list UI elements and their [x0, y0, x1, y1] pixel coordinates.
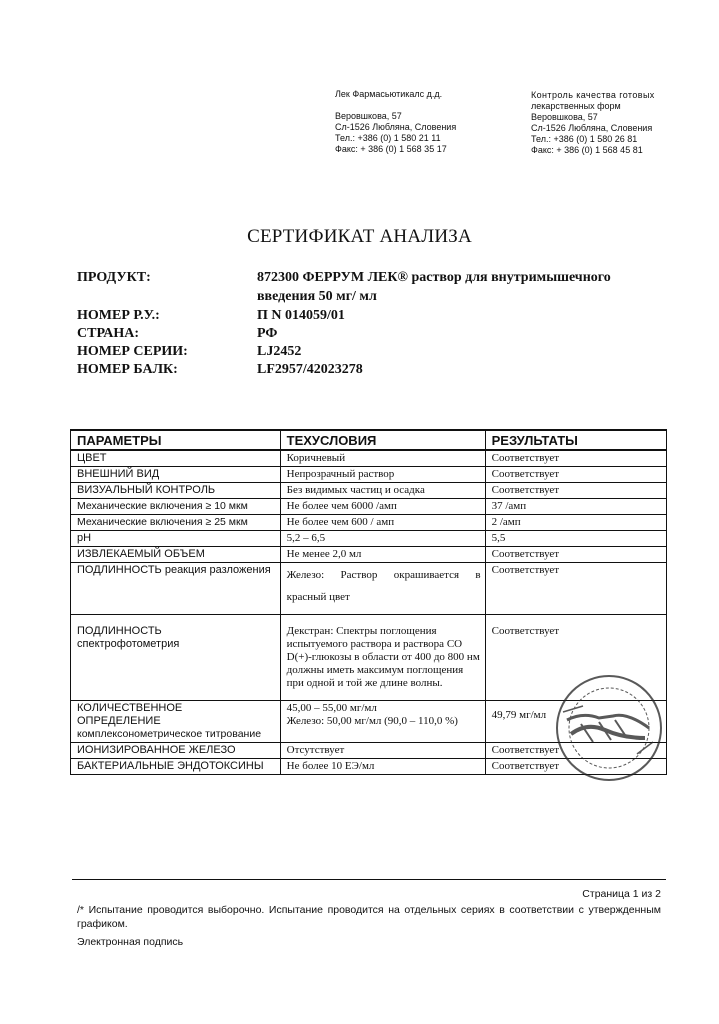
table-row [71, 547, 667, 563]
param-subtitle: комплексонометрическое титрование [77, 728, 262, 740]
spec-cell: Не менее 2,0 мл [280, 547, 485, 563]
result-cell: 5,5 [485, 531, 666, 547]
spec-detail: Железо: 50,00 мг/мл (90,0 – 110,0 %) [286, 715, 458, 727]
qc-street: Веровшкова, 57 [531, 112, 598, 122]
batch-number-label: НОМЕР СЕРИИ: [77, 344, 188, 359]
footer-divider [72, 879, 666, 880]
result-cell: Соответствует [485, 563, 666, 615]
result-cell: 49,79 мг/мл [485, 701, 666, 743]
sender-phone: Тел.: +386 (0) 1 580 21 11 [335, 133, 441, 143]
table-row [71, 563, 667, 615]
table-row [71, 450, 667, 467]
country-label: СТРАНА: [77, 326, 139, 341]
result-cell: Соответствует [485, 467, 666, 483]
document-title: СЕРТИФИКАТ АНАЛИЗА [247, 226, 472, 247]
param-title: ПОДЛИННОСТЬ [77, 564, 162, 576]
param-subtitle: спектрофотометрия [77, 638, 180, 650]
spec-cell: Без видимых частиц и осадка [280, 483, 485, 499]
table-row [71, 483, 667, 499]
table-row [71, 531, 667, 547]
result-cell: Соответствует [485, 759, 666, 775]
product-value-line2: введения 50 мг/ мл [257, 289, 377, 304]
result-cell: Соответствует [485, 450, 666, 467]
param-title: ПОДЛИННОСТЬ [77, 625, 162, 637]
address-spacer [335, 100, 456, 111]
param-cell: ВНЕШНИЙ ВИД [71, 467, 281, 483]
spec-cell: Непрозрачный раствор [280, 467, 485, 483]
table-row [71, 467, 667, 483]
product-value-line1: 872300 ФЕРРУМ ЛЕК® раствор для внутримышечного [257, 270, 611, 285]
result-cell: 37 /амп [485, 499, 666, 515]
header-results: РЕЗУЛЬТАТЫ [485, 430, 666, 450]
qc-city: Сл-1526 Любляна, Словения [531, 123, 653, 133]
spec-cell: Не более 10 ЕЭ/мл [280, 759, 485, 775]
qc-address [531, 90, 655, 156]
table-row [71, 515, 667, 531]
header-parameters: ПАРАМЕТРЫ [71, 430, 281, 450]
spec-cell: Коричневый [280, 450, 485, 467]
qc-dept-line2: лекарственных форм [531, 101, 621, 111]
qc-phone: Тел.: +386 (0) 1 580 26 81 [531, 134, 638, 144]
bulk-number-label: НОМЕР БАЛК: [77, 362, 178, 377]
param-cell: БАКТЕРИАЛЬНЫЕ ЭНДОТОКСИНЫ [71, 759, 281, 775]
spec-cell: 5,2 – 6,5 [280, 531, 485, 547]
sender-street: Веровшкова, 57 [335, 111, 402, 121]
table-row [71, 499, 667, 515]
param-cell: ИОНИЗИРОВАННОЕ ЖЕЛЕЗО [71, 743, 281, 759]
approval-stamp-icon [553, 672, 665, 784]
param-cell: ВИЗУАЛЬНЫЙ КОНТРОЛЬ [71, 483, 281, 499]
param-title: КОЛИЧЕСТВЕННОЕ ОПРЕДЕЛЕНИЕ [77, 702, 183, 727]
result-cell: Соответствует [485, 483, 666, 499]
sender-fax: Факс: + 386 (0) 1 568 35 17 [335, 144, 447, 154]
sender-city: Сл-1526 Любляна, Словения [335, 122, 457, 132]
param-cell [71, 563, 281, 615]
footnote: /* Испытание проводится выборочно. Испытание проводится на отдельных сериях в соответствии с утвержденным графиком. [77, 904, 661, 930]
param-cell [71, 615, 281, 701]
qc-dept-line1: Контроль качества готовых [531, 90, 655, 100]
spec-cell: Не более чем 600 / амп [280, 515, 485, 531]
param-cell: ЦВЕТ [71, 450, 281, 467]
electronic-signature-label: Электронная подпись [77, 936, 184, 948]
batch-number-value: LJ2452 [257, 344, 302, 359]
param-cell: pH [71, 531, 281, 547]
spec-range: 45,00 – 55,00 мг/мл [286, 702, 377, 714]
spec-cell: Не более чем 6000 /амп [280, 499, 485, 515]
page-number: Страница 1 из 2 [582, 888, 661, 900]
sender-address [335, 89, 456, 155]
table-header-row [71, 430, 667, 450]
reg-number-value: П N 014059/01 [257, 308, 345, 323]
header-specifications: ТЕХУСЛОВИЯ [280, 430, 485, 450]
param-cell: ИЗВЛЕКАЕМЫЙ ОБЪЕМ [71, 547, 281, 563]
result-cell: Соответствует [485, 743, 666, 759]
spec-cell: Железо: Раствор окрашивается в красный цвет [280, 563, 485, 615]
reg-number-label: НОМЕР Р.У.: [77, 308, 160, 323]
result-cell: 2 /амп [485, 515, 666, 531]
result-cell: Соответствует [485, 547, 666, 563]
param-subtitle: реакция разложения [164, 564, 271, 576]
result-cell: Соответствует [485, 615, 666, 701]
qc-fax: Факс: + 386 (0) 1 568 45 81 [531, 145, 643, 155]
param-cell: Механические включения ≥ 10 мкм [71, 499, 281, 515]
bulk-number-value: LF2957/42023278 [257, 362, 363, 377]
spec-cell [280, 701, 485, 743]
sender-company: Лек Фармасьютикалс д.д. [335, 89, 443, 99]
spec-cell: Декстран: Спектры поглощения испытуемого раствора и раствора СО D(+)-глюкозы в области от 400 до 800 нм должны иметь максимум поглощения при одной и той же длине волны. [280, 615, 485, 701]
country-value: РФ [257, 326, 278, 341]
param-cell: Механические включения ≥ 25 мкм [71, 515, 281, 531]
spec-cell: Отсутствует [280, 743, 485, 759]
param-cell [71, 701, 281, 743]
product-label: ПРОДУКТ: [77, 270, 151, 285]
